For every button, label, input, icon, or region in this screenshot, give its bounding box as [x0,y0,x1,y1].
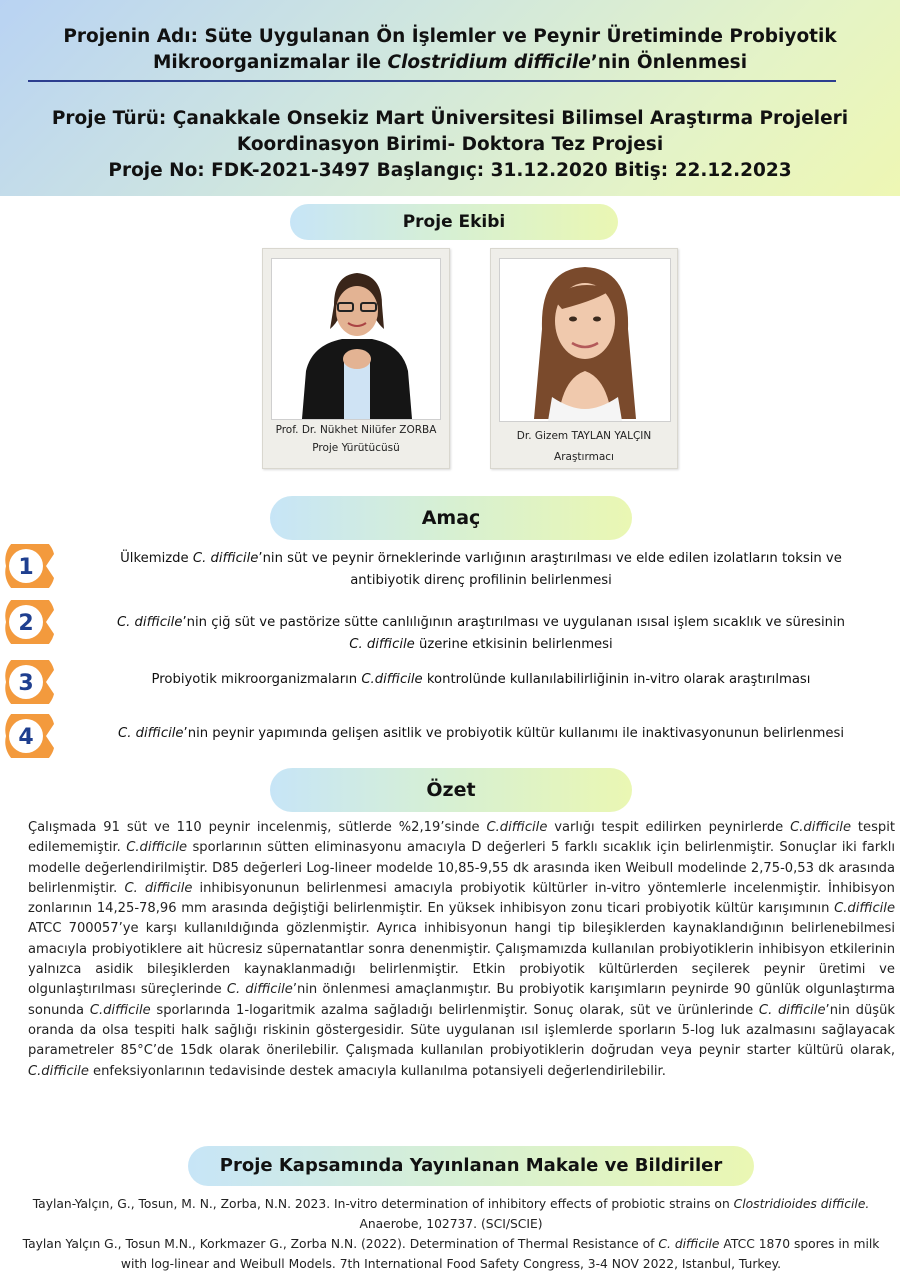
aim-text-part: antibiyotik direnç profilinin belirlenmesi [350,573,612,588]
reference-text: ATCC 1870 spores in milk with log-linear and Weibull Models. 7th International Food Safety Congress, 3-4 NOV 2022, Istanbul, Turkey. [120,1237,880,1271]
summary-text: ’nin düşük oranda da olsa tespiti halk sağlığı riskinin göstergesidir. Süte uygulanan ısıl işlemlerde sporların 5-log luk azalmasını sağlayacak parametreler 85°C’de 15dk olarak önerilebilir. Çalışmada kullanılan probiyotiklerin doğrudan veya peynir starter kültürü olarak, [28,1002,895,1059]
reference-text: Taylan-Yalçın, G., Tosun, M. N., Zorba, N.N. 2023. In-vitro determination of inhibitory effects of probiotic strains on [32,1197,734,1211]
number-2-badge-icon [0,600,58,644]
summary-text: ’nin önlenmesi amaçlanmıştır. Bu probiyotik karışımların peynirde 90 günlük olgunlaştırma sonunda [28,982,895,1018]
member-photo [499,258,671,422]
project-type-line2: Koordinasyon Birimi- Doktora Tez Projesi [236,134,664,155]
aim-item [0,598,900,652]
project-name-line2-end: ’nin Önlenmesi [590,52,748,73]
summary-text: inhibisyonunun belirlenmesi amacıyla probiyotik kültürler in-vitro yöntemlerle incelenmiştir. İnhibisyon zonlarının 14,25-78,96 mm arasında değiştiği belirlenmiştir. En yüksek inhibisyon zonu ticari probiyotik kültür karışımının [28,880,895,917]
reference-text: Anaerobe, 102737. (SCI/SCIE) [359,1217,543,1231]
person-portrait-icon [500,259,670,421]
aim-text-part: Ülkemizde [120,551,193,566]
svg-text:2: 2 [18,611,34,636]
aim-text-part: Probiyotik mikroorganizmaların [151,672,362,687]
summary-organism: C. difficile [124,880,193,896]
project-name-line2: Mikroorganizmalar ile [152,52,388,73]
summary-text: sporlarının sütten eliminasyonu amacıyla D değerleri 5 farklı sıcaklık için belirlenmiştir. Sonuçlar iki farklı modelle değerlendirilmiştir. D85 değerleri Log-lineer modelde 10,85-9,55 dk arasında iken Weibull modelinde 2,75-0,53 dk arasında belirlenmiştir. [28,840,895,896]
project-number-dates: Proje No: FDK-2021-3497 Başlangıç: 31.12.2020 Bitiş: 22.12.2023 [108,160,792,181]
svg-text:3: 3 [18,671,34,696]
team-heading [290,204,618,240]
header-divider [28,80,836,82]
summary-text: enfeksiyonlarının tedavisinde destek amacıyla kullanılma potansiyeli değerlendirilebilir. [88,1063,666,1079]
summary-organism: C.difficile [834,901,895,917]
member-name: Prof. Dr. Nükhet Nilüfer ZORBA [275,424,437,436]
aim-item [0,658,900,704]
summary-heading-text: Özet [426,779,476,801]
summary-heading [270,768,632,812]
summary-organism: C.difficile [89,1002,151,1018]
team-member-card [262,248,450,469]
aim-text-part: ’nin süt ve peynir örneklerinde varlığının araştırılması ve elde edilen izolatların toksin ve [258,551,842,566]
member-photo [271,258,441,420]
person-portrait-icon [272,259,440,419]
header-banner [0,0,900,196]
summary-text: varlığı tespit edilirken peynirlerde [547,820,791,835]
project-type [20,106,880,184]
aim-organism: C. difficile [192,551,259,566]
aim-organism: C.difficile [361,672,423,687]
summary-text: Çalışmada 91 süt ve 110 peynir incelenmiş, sütlerde %2,19’sinde [28,820,487,835]
aim-organism: C. difficile [118,726,184,741]
reference-item [8,1234,894,1274]
svg-text:4: 4 [18,725,34,750]
aim-text-part: ’nin çiğ süt ve pastörize sütte canlılığının araştırılması ve uygulanan ısısal işlem sıcaklık ve süresinin [182,615,846,630]
publications-heading-text: Proje Kapsamında Yayınlanan Makale ve Bildiriler [219,1155,723,1176]
reference-text: Taylan Yalçın G., Tosun M.N., Korkmazer G., Zorba N.N. (2022). Determination of Thermal Resistance of [22,1237,659,1251]
team-heading-text: Proje Ekibi [402,212,506,232]
reference-organism: C. difficile [658,1237,720,1251]
summary-text: ATCC 700057’ye karşı kullanıldığında gözlenmiştir. Ayrıca inhibisyonun hangi tip bileşiklerden kaynaklandığının belirlenebilmesi amacıyla probiyotiklere ait hücresiz süpernatantlar sonra denenmiştir. Çalışmamızda kullanılan probiyotiklerin inhibisyon etkilerinin yalnızca asidik bileşiklerden kaynaklanmadığı belirlenmiştir. Etkin probiyotik kültürlerden seçilerek peynir üretimi ve olgunlaştırılması süreçlerinde [28,921,895,998]
publications-list [8,1194,894,1274]
reference-organism: Clostridioides difficile. [733,1197,870,1211]
number-1-badge-icon [0,544,58,588]
publications-heading [188,1146,754,1186]
aim-text-part: ’nin peynir yapımında gelişen asitlik ve probiyotik kültür kullanımı ile inaktivasyonunun belirlenmesi [183,726,844,741]
aim-text-part: üzerine etkisinin belirlenmesi [414,637,613,652]
aim-text [76,548,886,592]
aim-item [0,712,900,758]
aim-item [0,544,900,594]
aims-heading [270,496,632,540]
team-member-card [490,248,678,469]
summary-organism: C.difficile [486,820,548,835]
aim-text [76,669,886,691]
project-name [20,24,880,76]
project-type-line1: Proje Türü: Çanakkale Onsekiz Mart Üniversitesi Bilimsel Araştırma Projeleri [51,108,849,129]
aims-heading-text: Amaç [421,507,481,529]
summary-organism: C. difficile [226,982,293,998]
aim-text [76,723,886,745]
svg-text:1: 1 [18,555,34,580]
aim-text-part: kontrolünde kullanılabilirliğinin in-vitro olarak araştırılması [422,672,811,687]
summary-organism: C.difficile [126,840,188,856]
reference-item [8,1194,894,1234]
member-role: Araştırmacı [554,451,614,463]
project-name-organism: Clostridium difficile [387,52,591,73]
member-role: Proje Yürütücüsü [312,442,400,454]
summary-organism: C. difficile [758,1002,826,1018]
summary-organism: C.difficile [790,820,851,835]
aim-text [76,612,886,656]
summary-text: sporlarında 1-logaritmik azalma sağladığı belirlenmiştir. Sonuç olarak, süt ve ürünlerinde [150,1002,759,1018]
member-name: Dr. Gizem TAYLAN YALÇIN [516,430,652,442]
number-3-badge-icon [0,660,58,704]
number-4-badge-icon [0,714,58,758]
summary-paragraph [28,818,895,1082]
aim-organism: C. difficile [349,637,415,652]
aim-organism: C. difficile [116,615,183,630]
summary-organism: C.difficile [28,1063,89,1079]
project-name-line1: Projenin Adı: Süte Uygulanan Ön İşlemler ve Peynir Üretiminde Probiyotik [63,26,837,47]
summary-text: tespit edilememiştir. [28,820,895,856]
